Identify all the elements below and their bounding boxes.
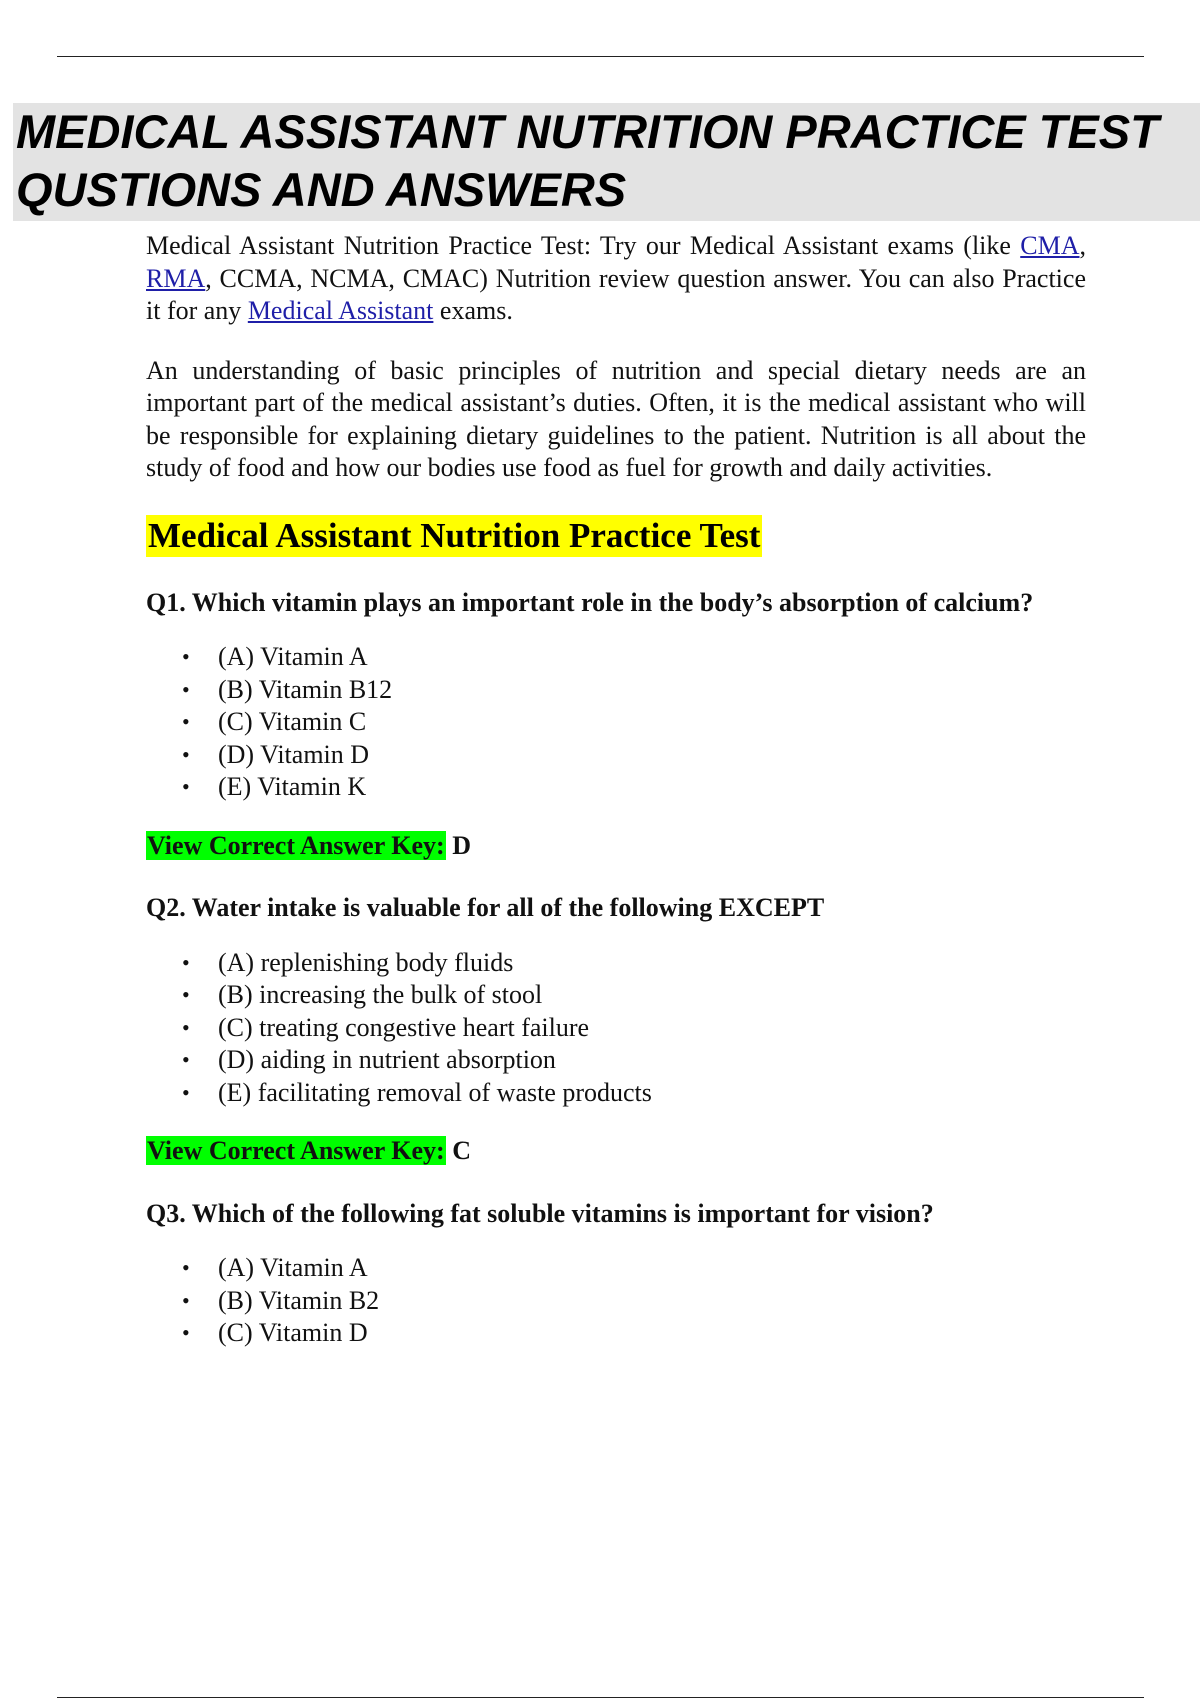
option-text: (B) increasing the bulk of stool — [218, 980, 543, 1009]
list-item — [182, 674, 1086, 707]
option-text: (A) Vitamin A — [218, 642, 368, 671]
intro-text-middle: , CCMA, NCMA, CMAC) Nutrition review question answer. You can also Practice it for any — [146, 263, 1086, 325]
view-answer-key-button[interactable]: View Correct Answer Key: — [147, 830, 445, 860]
bottom-rule — [57, 1697, 1144, 1698]
section-heading: Medical Assistant Nutrition Practice Test — [148, 515, 761, 555]
bullet-icon: • — [182, 949, 190, 975]
list-item — [182, 771, 1086, 804]
link-medical-assistant[interactable]: Medical Assistant — [247, 296, 434, 325]
intro-paragraph-1 — [146, 230, 1086, 328]
bullet-icon: • — [182, 1079, 190, 1105]
list-item — [182, 1012, 1086, 1045]
bullet-icon: • — [182, 1320, 190, 1345]
view-answer-key-button[interactable]: View Correct Answer Key: — [147, 1136, 445, 1165]
intro-text-start: Medical Assistant Nutrition Practice Test: Try our Medical Assistant exams (like — [146, 231, 1021, 260]
bullet-icon: • — [182, 741, 190, 767]
option-text: (A) replenishing body fluids — [218, 947, 514, 977]
question-2-options — [146, 947, 1086, 1110]
answer-key-1 — [146, 830, 1086, 863]
question-3: Q3. Which of the following fat soluble vitamins is important for vision? — [146, 1198, 934, 1228]
answer-value: C — [452, 1136, 471, 1165]
list-item — [182, 947, 1086, 980]
question-3-options — [146, 1252, 1086, 1350]
list-item — [182, 739, 1086, 772]
option-text: (C) Vitamin C — [218, 707, 367, 736]
question-1: Q1. Which vitamin plays an important role in the body’s absorption of calcium? — [146, 587, 1034, 617]
intro-separator: , — [1079, 231, 1086, 260]
list-item — [182, 1317, 1086, 1350]
bullet-icon: • — [182, 1255, 190, 1280]
title-line-1: MEDICAL ASSISTANT NUTRITION PRACTICE TEST — [16, 105, 1159, 158]
question-2: Q2. Water intake is valuable for all of the following EXCEPT — [146, 893, 825, 922]
list-item — [182, 641, 1086, 674]
option-text: (B) Vitamin B12 — [218, 674, 393, 704]
option-text: (D) aiding in nutrient absorption — [218, 1045, 556, 1074]
option-text: (C) treating congestive heart failure — [218, 1012, 590, 1042]
answer-key-2 — [146, 1135, 1086, 1168]
option-text: (E) facilitating removal of waste products — [218, 1077, 652, 1107]
top-rule — [57, 56, 1144, 57]
option-text: (D) Vitamin D — [218, 739, 370, 769]
link-cma[interactable]: CMA — [1020, 231, 1080, 260]
answer-value: D — [452, 830, 471, 860]
bullet-icon: • — [182, 1014, 190, 1040]
list-item — [182, 706, 1086, 739]
bullet-icon: • — [182, 644, 190, 669]
bullet-icon: • — [182, 676, 190, 702]
list-item — [182, 1285, 1086, 1318]
option-text: (A) Vitamin A — [218, 1253, 368, 1282]
link-rma[interactable]: RMA — [146, 263, 206, 293]
bullet-icon: • — [182, 774, 190, 799]
title-line-2: QUSTIONS AND ANSWERS — [16, 163, 627, 216]
option-text: (B) Vitamin B2 — [218, 1285, 380, 1315]
option-text: (E) Vitamin K — [218, 772, 367, 801]
question-1-options — [146, 641, 1086, 804]
list-item — [182, 1077, 1086, 1110]
bullet-icon: • — [182, 982, 190, 1007]
intro-paragraph-2: An understanding of basic principles of nutrition and special dietary needs are an important part of the medical assistant’s duties. Often, it is the medical assistant who will be responsible for explaining dietary guidelines to the patient. Nutrition is all about the study of food and how our bodies use food as fuel for growth and daily activities. — [146, 355, 1086, 482]
bullet-icon: • — [182, 1287, 190, 1313]
bullet-icon: • — [182, 1047, 190, 1072]
option-text: (C) Vitamin D — [218, 1318, 368, 1347]
document-title — [13, 103, 1200, 221]
bullet-icon: • — [182, 709, 190, 734]
list-item — [182, 1044, 1086, 1077]
list-item — [182, 1252, 1086, 1285]
list-item — [182, 979, 1086, 1012]
intro-text-end: exams. — [433, 296, 513, 325]
document-body — [146, 230, 1086, 1350]
